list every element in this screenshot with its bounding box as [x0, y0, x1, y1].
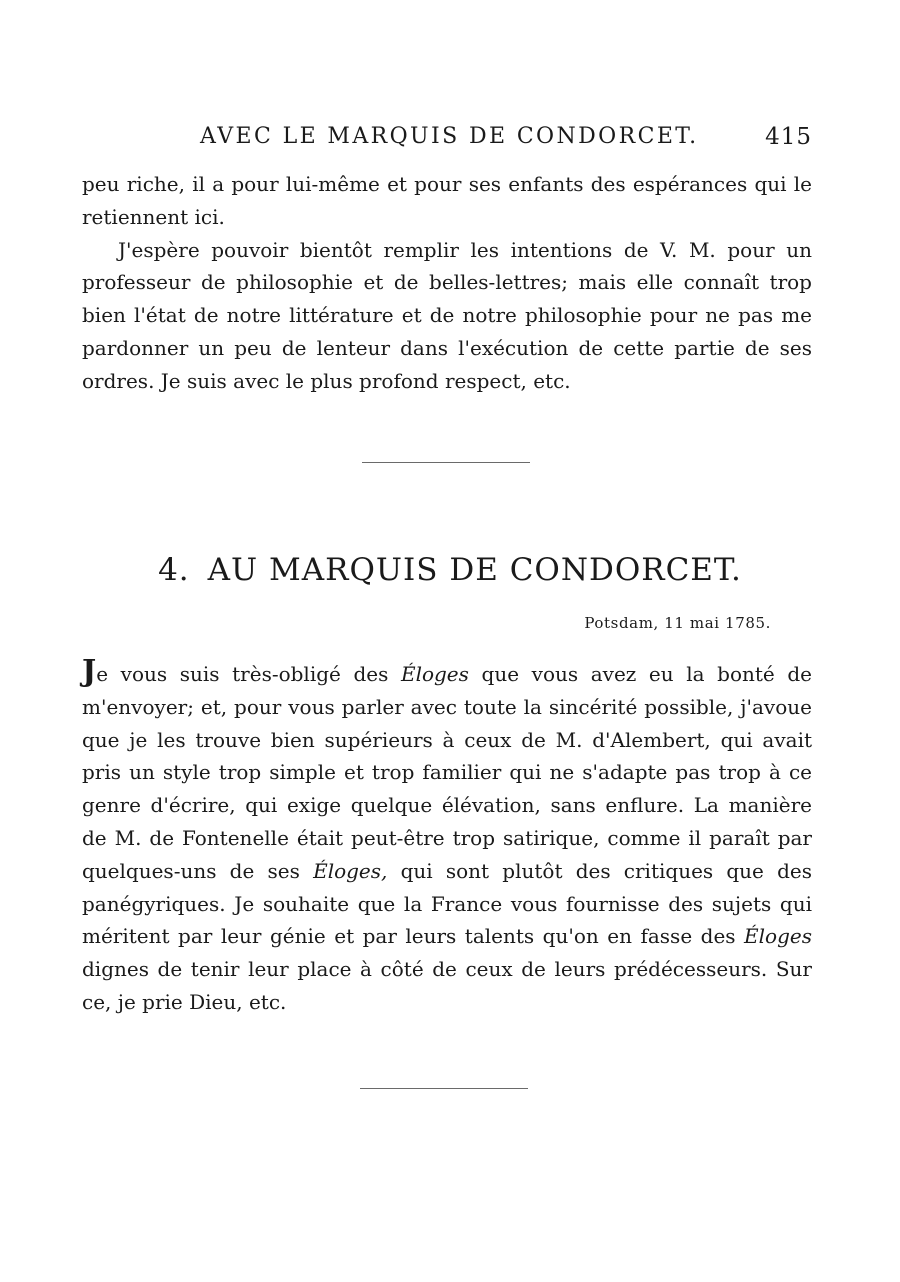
page-number: 415: [765, 124, 812, 150]
text-run: dignes de tenir leur place à côté de ceux de leurs prédécesseurs. Sur ce, je prie Dieu, etc.: [82, 957, 812, 1014]
previous-letter-ending: [82, 168, 812, 398]
letter-title: AU MARQUIS DE CONDORCET.: [207, 552, 742, 588]
letter-number: 4.: [158, 552, 190, 588]
paragraph: peu riche, il a pour lui-même et pour ses enfants des espérances qui le retiennent ici.: [82, 172, 812, 229]
text-run: que vous avez eu la bonté de m'envoyer; et, pour vous parler avec toute la sincérité possible, j'avoue que je les trouve bien supérieurs à ceux de M. d'Alembert, qui avait pris un style trop simple et trop familier qui ne s'adapte pas trop à ce genre d'écrire, qui exige quelque élévation, sans enflure. La manière de M. de Fontenelle était peut-être trop satirique, comme il paraît par quelques-uns de ses: [82, 662, 813, 883]
running-title: AVEC LE MARQUIS DE CONDORCET.: [200, 124, 699, 149]
text-run: e vous suis très-obligé des: [96, 662, 401, 686]
section-divider: [360, 1088, 528, 1089]
letter-body: [82, 656, 812, 1019]
text-run: qui sont plutôt des critiques que des panégyriques. Je souhaite que la France vous fournisse des sujets qui méritent par leur génie et par leurs talents qu'on en fasse des: [82, 858, 812, 949]
italic-title: Éloges: [400, 662, 469, 686]
section-divider: [362, 462, 530, 463]
drop-cap: J: [82, 654, 97, 689]
italic-title: Éloges,: [313, 858, 388, 883]
letter-heading: [0, 552, 900, 588]
paragraph: J'espère pouvoir bientôt remplir les intentions de V. M. pour un professeur de philosophie et de belles-lettres; mais elle connaît trop bien l'état de notre littérature et de notre philosophie pour ne pas me pardonner un peu de lenteur dans l'exécution de cette partie de ses ordres. Je suis avec le plus profond respect, etc.: [82, 237, 812, 393]
italic-title: Éloges: [744, 924, 812, 949]
running-head: [82, 124, 812, 158]
paragraph: [82, 656, 812, 1019]
dateline: Potsdam, 11 mai 1785.: [584, 614, 771, 632]
